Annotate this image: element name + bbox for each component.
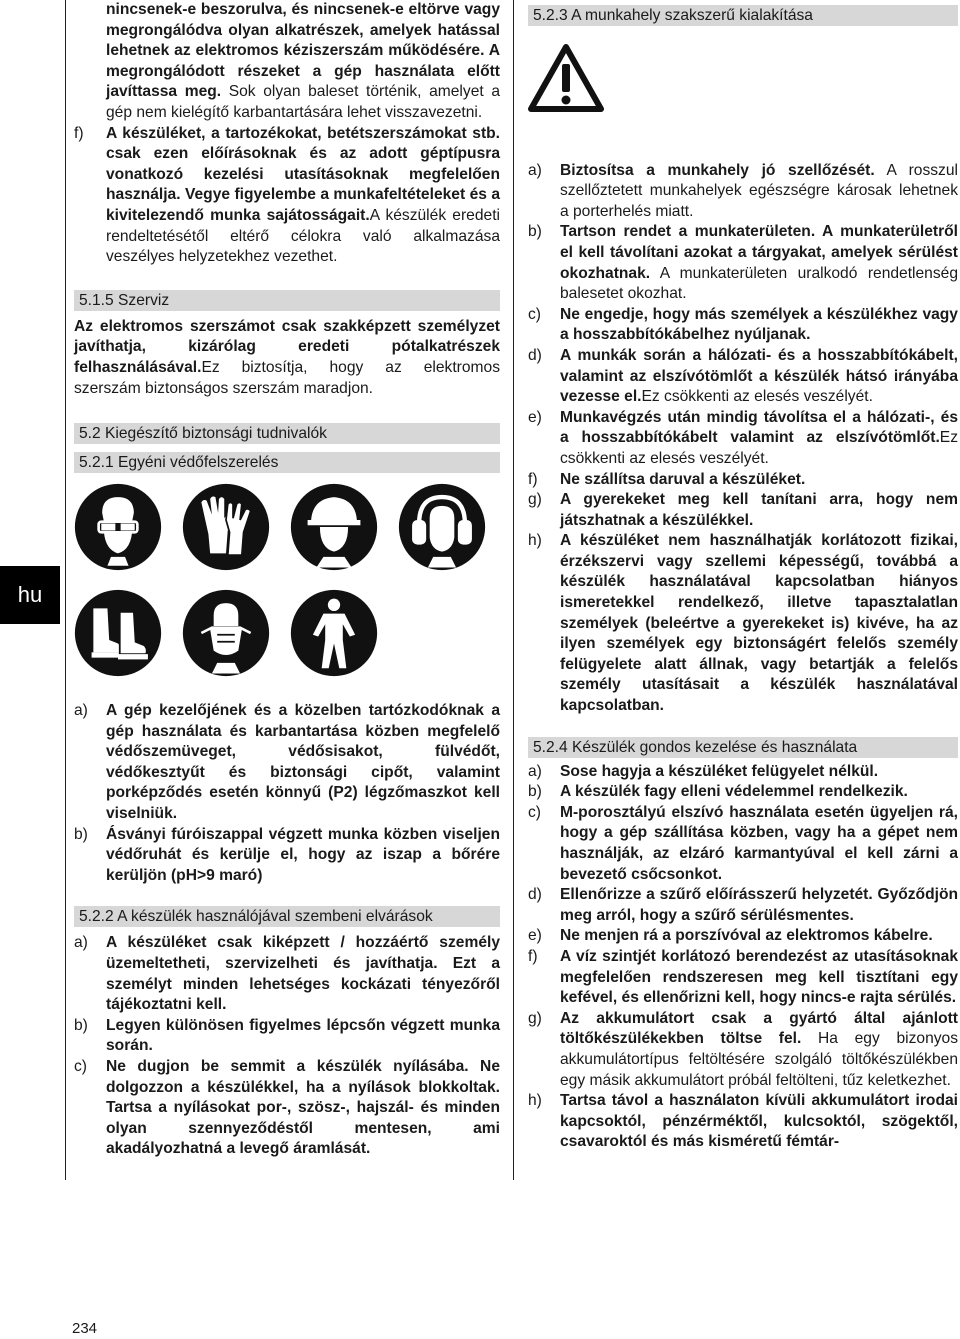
page-number: 234 bbox=[72, 1320, 98, 1337]
item-bold: M-porosztályú elszívó használata esetén ügyeljen rá, hogy a gép szállítása közben, vagy ha a gépet nem használják, az elzáró karmantyúval el kell zárni a bevezető csőcsonkot. bbox=[560, 803, 958, 883]
cont-paragraph bbox=[74, 0, 500, 124]
item-bold: Ellenőrizze a szűrő előírásszerű helyzetét. Győződjön meg arról, hogy a szűrő sérülésmentes. bbox=[560, 886, 958, 924]
item-bold: Ne szállítsa daruval a készüléket. bbox=[560, 470, 806, 488]
list-item bbox=[528, 1009, 958, 1091]
list-item-f bbox=[74, 124, 500, 268]
section-heading-515: 5.1.5 Szerviz bbox=[74, 290, 500, 311]
workplace-list bbox=[528, 161, 958, 717]
safety-glasses-icon bbox=[74, 483, 162, 571]
item-bold: Ne engedje, hogy más személyek a készülékhez vagy a hosszabbítókábelhez nyúljanak. bbox=[560, 305, 958, 344]
item-bold: A készülék fagy elleni védelemmel rendelkezik. bbox=[560, 783, 908, 801]
warning-sign bbox=[528, 44, 958, 119]
list-item bbox=[74, 1057, 500, 1160]
item-normal: Ez csökkenti az elesés veszélyét. bbox=[560, 429, 958, 467]
list-item bbox=[528, 947, 958, 1009]
list-item bbox=[528, 470, 958, 491]
item-text: A gép kezelőjének és a közelben tartózkodóknak a gép használata és karbantartása közben megfelelő védőszemüveget, védősisakot, fülvédőt, védőkesztyűt és biztonsági cipőt, valamint porképződés esetén könnyű (P2) légzőmaszkot kell viselniük. bbox=[106, 702, 500, 823]
item-bold: Munkavégzés után mindig távolítsa el a hálózati-, és a hosszabbítókábelt valamint az elszívótömlőt. bbox=[560, 408, 958, 447]
list-item bbox=[528, 305, 958, 346]
warning-triangle-icon bbox=[528, 44, 604, 112]
ppe-list bbox=[74, 701, 500, 886]
item-normal: Ez csökkenti az elesés veszélyét. bbox=[641, 388, 873, 406]
item-label: g) bbox=[528, 491, 542, 509]
item-label: h) bbox=[528, 1092, 542, 1110]
item-text: Legyen különösen figyelmes lépcsőn végzett munka során. bbox=[106, 1016, 500, 1055]
item-label: c) bbox=[74, 1058, 87, 1075]
item-label: c) bbox=[528, 803, 541, 821]
ppe-icon-grid bbox=[74, 483, 500, 677]
item-f-normal: A készülék eredeti rendeltetésétől eltérő célokra való alkalmazása veszélyes helyzetekhez vezethet. bbox=[106, 206, 500, 266]
item-label: c) bbox=[528, 305, 541, 323]
list-item bbox=[528, 926, 958, 947]
item-f-bold: A készüléket, a tartozékokat, betétszerszámokat stb. csak ezen előírásoknak és az adott géptípusra vonatkozó kezelési utasításoknak megfelelően használja. Vegye figyelembe a munkafeltételeket és a kivitelezendő munka sajátosságait. bbox=[106, 124, 500, 224]
section-heading-523: 5.2.3 A munkahely szakszerű kialakítása bbox=[528, 5, 958, 26]
item-text: Ne dugjon be semmit a készülék nyílásába. Ne dolgozzon a készülékkel, ha a nyílások blokkoltak. Tartsa a nyílásokat por-, szösz-, hajszál- és minden olyan szennyeződéstől mentesen, ami akadályozhatná a levegő áramlását. bbox=[106, 1058, 500, 1158]
item-label: b) bbox=[528, 783, 542, 801]
list-item bbox=[528, 161, 958, 223]
item-label: b) bbox=[528, 223, 542, 241]
user-requirements-list bbox=[74, 933, 500, 1160]
left-column-rule bbox=[65, 0, 66, 1180]
item-bold: A munkák során a hálózati- és a hosszabbítókábelt, valamint az elszívótömlőt a készülék hátsó irányába vezesse el. bbox=[560, 346, 958, 406]
ear-protection-icon bbox=[398, 483, 486, 571]
service-paragraph bbox=[74, 317, 500, 399]
cont-normal: Sok olyan baleset történik, amelyet a gép nem kielégítő karbantartására lehet visszavezetni. bbox=[106, 83, 500, 121]
list-item bbox=[528, 762, 958, 783]
hard-hat-icon bbox=[290, 483, 378, 571]
care-list bbox=[528, 762, 958, 1153]
item-bold: Ne menjen rá a porszívóval az elektromos kábelre. bbox=[560, 927, 933, 945]
list-item bbox=[528, 490, 958, 531]
item-bold: A gyerekeket meg kell tanítani arra, hogy nem játszhatnak a készülékkel. bbox=[560, 491, 958, 529]
item-label: b) bbox=[74, 825, 88, 843]
service-bold: Az elektromos szerszámot csak szakképzett személyzet javíthatja, kizárólag eredeti pótalkatrészek felhasználásával. bbox=[74, 317, 500, 376]
service-normal: Ez biztosítja, hogy az elektromos szerszám biztonságos szerszám maradjon. bbox=[74, 358, 500, 397]
item-label: d) bbox=[528, 346, 542, 364]
list-item bbox=[528, 1091, 958, 1153]
item-label: a) bbox=[74, 702, 88, 720]
language-tab: hu bbox=[0, 566, 60, 624]
section-heading-524: 5.2.4 Készülék gondos kezelése és használata bbox=[528, 737, 958, 758]
item-bold: Az akkumulátort csak a gyártó által ajánlott töltőkészülékekben töltse fel. bbox=[560, 1009, 958, 1048]
section-heading-521: 5.2.1 Egyéni védőfelszerelés bbox=[74, 452, 500, 473]
item-label: b) bbox=[74, 1016, 88, 1034]
item-normal: A munkaterületen uralkodó rendetlenség balesetet okozhat. bbox=[560, 264, 958, 303]
item-bold: Biztosítsa a munkahely jó szellőzését. bbox=[560, 161, 875, 179]
list-item bbox=[74, 1016, 500, 1057]
item-bold: Sose hagyja a készüléket felügyelet nélkül. bbox=[560, 762, 879, 780]
list-item bbox=[528, 222, 958, 304]
item-label: a) bbox=[528, 762, 542, 780]
item-label: f) bbox=[74, 124, 84, 142]
list-item bbox=[528, 803, 958, 885]
item-label: h) bbox=[528, 532, 542, 550]
item-bold: A készüléket nem használhatják korlátozott fizikai, érzékszervi vagy szellemi képességű, továbbá a készülék használatával kapcsolatban hiányos ismeretekkel rendelkező, illetve tapasztalatlan személyek (beleértve a gyerekeket is) kivéve, ha az ilyen személyek egy biztonságért felelős személy felügyelete alatt állnak, vagy betartják a felelős személy utasításait a készülék használatával kapcsolatban. bbox=[560, 532, 958, 715]
list-item bbox=[74, 933, 500, 1015]
list-item bbox=[528, 408, 958, 470]
item-text: A készüléket csak kiképzett / hozzáértő személy üzemeltetheti, szervizelheti és javíthatja. Ezt a személyt minden lehetséges kockázati tényezőről tájékoztatni kell. bbox=[106, 934, 500, 1014]
list-item bbox=[528, 531, 958, 716]
item-label: f) bbox=[528, 470, 538, 488]
item-label: e) bbox=[528, 927, 542, 945]
item-label: d) bbox=[528, 886, 542, 904]
item-label: a) bbox=[528, 161, 542, 179]
gloves-icon bbox=[182, 483, 270, 571]
center-column-rule bbox=[513, 0, 514, 1180]
protective-suit-icon bbox=[290, 589, 378, 677]
cont-bold: nincsenek-e beszorulva, és nincsenek-e eltörve vagy megrongálódva olyan alkatrészek, amelyek hatással lehetnek az elektromos kéziszerszám működésére. A megrongálódott részeket a gép használata előtt javíttassa meg. bbox=[106, 1, 500, 101]
item-label: g) bbox=[528, 1009, 542, 1027]
section-heading-522: 5.2.2 A készülék használójával szembeni elvárások bbox=[74, 906, 500, 927]
safety-boots-icon bbox=[74, 589, 162, 677]
list-item bbox=[528, 885, 958, 926]
list-item bbox=[528, 346, 958, 408]
item-label: f) bbox=[528, 947, 538, 965]
list-item bbox=[528, 782, 958, 803]
section-heading-52: 5.2 Kiegészítő biztonsági tudnivalók bbox=[74, 423, 500, 444]
item-bold: A víz szintjét korlátozó berendezést az utasításoknak megfelelően rendszeresen meg kell tisztítani egy kefével, és ellenőrizni kell, hogy nincs-e rajta sérülés. bbox=[560, 947, 958, 1007]
item-normal: A rosszul szellőztetett munkahelyek egészségre károsak lehetnek a porterhelés miatt. bbox=[560, 161, 958, 220]
item-label: a) bbox=[74, 934, 88, 952]
right-column bbox=[528, 0, 958, 1153]
item-bold: Tartsa távol a használaton kívüli akkumulátort irodai kapcsoktól, pénzérméktől, kulcsoktól, szögektől, csavaroktól és más kisméretű fémtár- bbox=[560, 1092, 958, 1151]
dust-mask-icon bbox=[182, 589, 270, 677]
item-bold: Tartson rendet a munkaterületen. A munkaterületről el kell távolítani azokat a tárgyakat, amelyek sérülést okozhatnak. bbox=[560, 223, 958, 282]
list-item bbox=[74, 825, 500, 887]
list-item bbox=[74, 701, 500, 825]
item-text: Ásványi fúróiszappal végzett munka közben viseljen védőruhát és kerülje el, hogy az iszap a bőrére kerüljön (pH>9 maró) bbox=[106, 825, 500, 884]
item-label: e) bbox=[528, 408, 542, 426]
left-column bbox=[74, 0, 500, 1160]
item-normal: Ha egy bizonyos akkumulátortípus feltöltésére szolgáló töltőkészülékben egy másik akkumulátort próbál feltölteni, tűz keletkezhet. bbox=[560, 1030, 959, 1089]
